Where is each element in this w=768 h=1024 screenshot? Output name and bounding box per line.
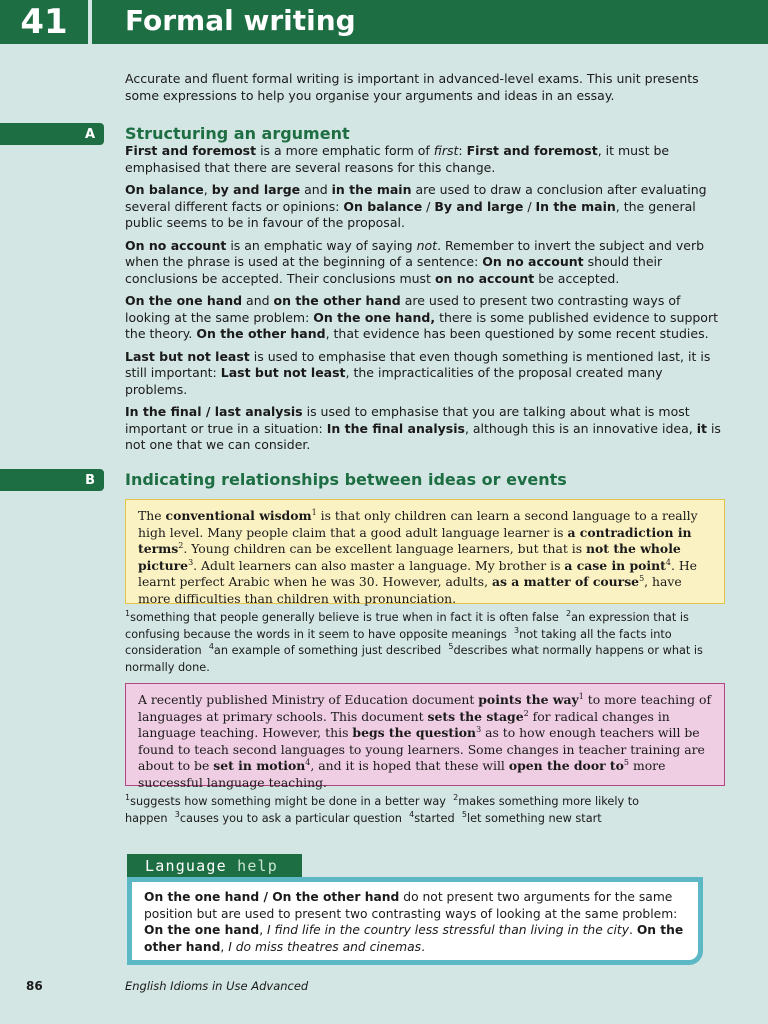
unit-title: Formal writing <box>125 4 356 37</box>
language-help-tab: Language help <box>127 854 302 878</box>
paragraph-last-but-not-least: Last but not least is used to emphasise that even though something is mentioned last, it is still important: Last but not least, the impracticalities of the proposal created many problems. <box>125 348 711 397</box>
footnotes-box-2: $^1$suggests how something might be done in a better way $^2$makes something more likely to happen $^3$causes you to ask a particular question $^4$started $^5$let something new start <box>125 793 640 825</box>
example-box-conventional-wisdom: The conventional wisdom$^1$ is that only children can learn a second language to a really high level. Many people claim that a good adult language learner is a contradiction in terms$^2$. Young children can be excellent language learners, but that is not the whole picture$^3$. Adult learners can also master a language. My brother is a case in point$^4$. He learnt perfect Arabic when he was 30. However, adults, as a matter of course$^5$, have more difficulties than children with pronunciation. <box>125 499 725 604</box>
header-bar <box>0 0 768 44</box>
paragraph-on-balance: On balance, by and large and in the main are used to draw a conclusion after evaluating several different facts or opinions: On balance / By and large / In the main, the general public seems to be in favour of the proposal. <box>125 182 707 230</box>
page-number: 86 <box>26 979 43 993</box>
footnotes-box-1: $^1$something that people generally believe is true when in fact it is often false $^2$an expression that is confusing because the words in it seem to have opposite meanings $^3$not taking all the facts into consideration $^4$an example of something just described $^5$describes what normally happens or what is normally done. <box>125 609 703 674</box>
example-box-points-the-way: A recently published Ministry of Education document points the way$^1$ to more teaching of languages at primary schools. This document sets the stage$^2$ for radical changes in language teaching. However, this begs the question$^3$ as to how enough teachers will be found to teach second languages to young learners. Some changes in teacher training are about to be set in motion$^4$, and it is hoped that these will open the door $to^5$ more successful language teaching. <box>125 683 725 786</box>
paragraph-on-no-account: On no account is an emphatic way of saying not. Remember to invert the subject and verb when the phrase is used at the beginning of a sentence: On no account should their conclusions be accepted. Their conclusions must on no account be accepted. <box>125 237 705 286</box>
book-title: English Idioms in Use Advanced <box>125 979 309 993</box>
section-a-body <box>125 143 725 460</box>
section-a-tab: A <box>0 123 104 145</box>
intro-paragraph: Accurate and fluent formal writing is important in advanced-level exams. This unit presents some expressions to help you organise your arguments and ideas in an essay. <box>125 71 699 103</box>
paragraph-first-and-foremost: First and foremost is a more emphatic form of first: First and foremost, it must be emphasised that there are several reasons for this change. <box>125 143 670 175</box>
section-a-title: Structuring an argument <box>125 124 350 143</box>
language-help-box: On the one hand / On the other hand do not present two arguments for the same position but are used to present two contrasting ways of looking at the same problem: On the one hand, I find life in the country less stressful than living in the city. On the other hand, I do miss theatres and cinemas. <box>127 877 703 965</box>
section-b-title: Indicating relationships between ideas or events <box>125 470 567 489</box>
paragraph-on-the-one-hand: On the one hand and on the other hand are used to present two contrasting ways of looking at the same problem: On the one hand, there is some published evidence to support the theory. On the other hand, that evidence has been questioned by some recent studies. <box>125 293 718 341</box>
unit-number: 41 <box>0 0 92 44</box>
section-b-tab: B <box>0 469 104 491</box>
paragraph-in-the-final-analysis: In the final / last analysis is used to emphasise that you are talking about what is most important or true in a situation: In the final analysis, although this is an innovative idea, it is not one that we can consider. <box>125 404 721 452</box>
